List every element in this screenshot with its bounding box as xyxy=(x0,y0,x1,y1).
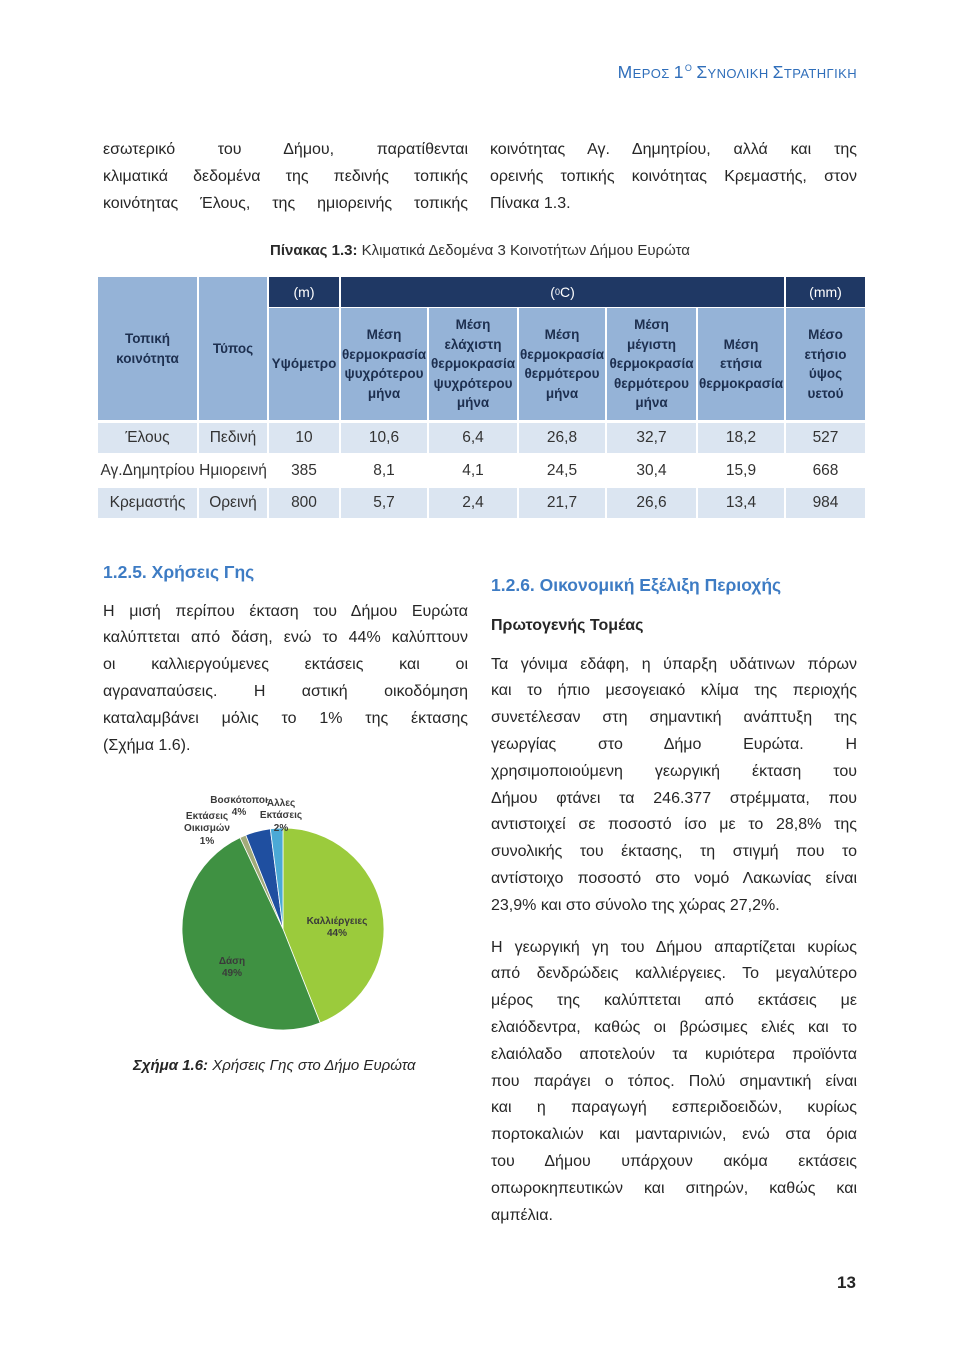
header-line: Μέση xyxy=(455,317,491,333)
table-caption xyxy=(0,241,960,261)
header-word: ΣΤΡΑΤΗΓΙΚΗ xyxy=(772,62,857,82)
pie-label-value: 44% xyxy=(326,928,347,939)
text-line: συνολικής του έκτασης, τη στιγμή που το xyxy=(491,843,857,861)
pie-label-category: Δάση xyxy=(218,955,246,967)
text-line: κλιματικά δεδομένα της πεδινής τοπικής xyxy=(103,167,468,185)
header-line: Τοπική xyxy=(125,331,170,346)
unit-label: (mm) xyxy=(809,284,842,300)
header-word: ΣΥΝΟΛΙΚΗ xyxy=(696,62,769,82)
header-line: Μέση xyxy=(634,317,669,333)
unit-cell-temperature xyxy=(341,277,784,307)
text-line: Η γεωργική γη του Δήμου απαρτίζεται κυρίως xyxy=(491,938,857,956)
text-line: (Σχήμα 1.6). xyxy=(103,736,191,754)
table-cell: 2,4 xyxy=(429,488,517,518)
table-cell: 984 xyxy=(786,488,865,518)
table-cell: 4,1 xyxy=(429,456,517,486)
table-cell: 800 xyxy=(269,488,339,518)
text-line: που παράγει ο τόπος. Πολύ σημαντική είναι xyxy=(491,1072,857,1090)
header-line: μήνα xyxy=(367,385,401,401)
table-cell: 30,4 xyxy=(607,456,696,486)
text-line: και το ήπιο μεσογειακό κλίμα της περιοχής xyxy=(491,682,857,700)
text-line: πορτοκαλιών και μανταρινιών, ενώ στα όρια xyxy=(491,1126,857,1144)
table-header-cell xyxy=(698,308,784,420)
header-line: θερμότερου xyxy=(524,366,600,381)
economy-paragraph-2 xyxy=(491,935,857,1230)
table-caption-label: Πίνακας 1.3: xyxy=(270,242,358,259)
economy-paragraph-1 xyxy=(491,652,857,920)
header-line: θερμότερου xyxy=(613,375,690,391)
pie-label-value: 4% xyxy=(231,807,247,818)
table-cell: 24,5 xyxy=(519,456,605,486)
text-line: χρησιμοποιούμενη γεωργική έκταση του xyxy=(491,762,857,780)
text-line: ορεινής τοπικής κοινότητας Κρεμαστής, στον xyxy=(490,167,857,185)
text-line: Δήμου φτάνει τα 246.377 στρέμματα, που xyxy=(491,789,857,807)
header-line: θερμοκρασία xyxy=(609,356,694,372)
figure-caption xyxy=(133,1055,416,1077)
text-line: αντιστοιχεί σε ποσοστό ίσο με το 28,8% της xyxy=(491,816,857,834)
text-line: Πίνακα 1.3. xyxy=(490,194,571,212)
header-line: Μέση xyxy=(723,336,759,352)
table-caption-text: Κλιματικά Δεδομένα 3 Κοινοτήτων Δήμου Ευρώτα xyxy=(361,242,690,259)
pie-label-category: Άλλες Εκτάσεις xyxy=(259,797,303,821)
header-line: ελάχιστη xyxy=(444,336,502,352)
table-cell: 10 xyxy=(269,423,339,453)
unit-cell-rainfall xyxy=(786,277,865,307)
land-use-paragraph xyxy=(103,599,468,760)
table-header-cell xyxy=(269,308,339,420)
header-line: θερμοκρασία xyxy=(698,375,784,391)
header-line: θερμοκρασία xyxy=(430,356,516,372)
text-line: αγραναπαύσεις. Η αστική οικοδόμηση xyxy=(103,682,468,700)
table-header-cell xyxy=(98,277,197,420)
text-line: 23,9% και στο σύνολο της χώρας 27,2%. xyxy=(491,896,780,914)
pie-data-label xyxy=(307,916,368,941)
text-line: οπωροκηπευτικών και σιτηρών, καθώς και xyxy=(491,1179,857,1197)
pie-label-category: Βοσκότοποι xyxy=(210,794,268,806)
table-cell: 18,2 xyxy=(698,423,784,453)
header-line: μήνα xyxy=(545,385,579,401)
running-header xyxy=(618,57,857,85)
pie-label-value: 1% xyxy=(199,835,215,847)
intro-text-right xyxy=(490,137,857,217)
header-line: Μέσο xyxy=(808,327,843,342)
header-word: ΜΕΡΟΣ xyxy=(617,62,670,82)
text-line: αμπέλια. xyxy=(491,1206,553,1224)
table-cell: 385 xyxy=(269,456,339,486)
figure-caption-label: Σχήμα 1.6: xyxy=(133,1057,209,1074)
subheading-primary-sector: Πρωτογενής Τομέας xyxy=(491,617,644,634)
header-part-number: 1 xyxy=(673,62,684,82)
table-cell: 13,4 xyxy=(698,488,784,518)
text-line: κοινότητας Έλους, της ημιορεινής τοπικής xyxy=(103,194,468,212)
pie-label-value: 49% xyxy=(221,968,243,979)
table-cell: 5,7 xyxy=(341,488,427,518)
header-line: Υψόμετρο xyxy=(271,356,337,372)
table-cell: Πεδινή xyxy=(199,423,267,453)
unit-label: ( xyxy=(550,284,555,300)
header-line: μήνα xyxy=(635,395,668,411)
table-cell: 21,7 xyxy=(519,488,605,518)
header-line: μήνα xyxy=(456,395,490,411)
header-line: Μέση xyxy=(366,327,402,342)
header-line: ετήσιο xyxy=(804,346,847,362)
header-line: ψυχρότερου xyxy=(433,375,513,391)
climate-data-table xyxy=(97,277,866,518)
text-line: και η παραγωγή εσπεριδοειδών, κυρίως xyxy=(491,1099,857,1117)
table-cell: 26,8 xyxy=(519,423,605,453)
text-line: αντίστοιχο ποσοστό στο νομό Λακωνίας είναι xyxy=(491,869,857,887)
text-line: μέρος της καλύπτεται από εκτάσεις με xyxy=(491,992,857,1010)
header-line: θερμοκρασία xyxy=(341,346,427,362)
header-line: ύψος xyxy=(808,366,843,381)
table-cell: 15,9 xyxy=(698,456,784,486)
table-cell: 26,6 xyxy=(607,488,696,518)
text-line: κοινότητας Αγ. Δημητρίου, αλλά και της xyxy=(490,141,857,158)
text-line: γεωργίας στο Δήμο Ευρώτα. Η xyxy=(491,735,857,753)
table-cell: 668 xyxy=(786,456,865,486)
table-header-cell xyxy=(519,308,605,420)
page-number: 13 xyxy=(837,1273,856,1292)
table-header-cell xyxy=(429,308,517,420)
text-line: ελαιόδεντρα, καθώς οι βρώσιμες ελιές και το xyxy=(491,1018,857,1036)
text-line: οι καλλιεργούμενες εκτάσεις και οι xyxy=(103,656,468,674)
table-cell: Ορεινή xyxy=(199,488,267,518)
table-cell: 527 xyxy=(786,423,865,453)
table-cell: Κρεμαστής xyxy=(98,488,197,518)
header-line: Τύπος xyxy=(212,340,254,356)
text-line: του Δήμου υπάρχουν ακόμα εκτάσεις xyxy=(491,1152,857,1170)
unit-label: (m) xyxy=(293,284,315,300)
pie-label-category: Καλλιέργειες xyxy=(306,915,368,927)
text-line: Η μισή περίπου έκταση του Δήμου Ευρώτα xyxy=(103,602,468,620)
land-use-pie-chart xyxy=(160,780,450,1060)
text-line: εσωτερικό του Δήμου, παρατίθενται xyxy=(103,141,468,158)
text-line: καλύπτεται από δάση, ενώ το 44% καλύπτουν xyxy=(103,629,468,647)
table-cell: 10,6 xyxy=(341,423,427,453)
table-cell: 32,7 xyxy=(607,423,696,453)
header-line: ψυχρότερου xyxy=(344,366,424,381)
unit-cell-altitude xyxy=(269,277,339,307)
pie-data-label xyxy=(260,798,302,836)
pie-label-category: Εκτάσεις Οικισμών xyxy=(184,810,230,834)
figure-caption-text: Χρήσεις Γης στο Δήμο Ευρώτα xyxy=(212,1057,416,1074)
unit-superscript: 0 xyxy=(554,287,560,297)
pie-data-label xyxy=(219,956,245,981)
table-cell: Αγ.Δημητρίου xyxy=(98,456,197,486)
pie-label-value: 2% xyxy=(273,822,289,834)
section-heading-land-use: 1.2.5. Χρήσεις Γης xyxy=(103,562,255,582)
table-header-cell xyxy=(199,277,267,420)
intro-text-left xyxy=(103,137,468,217)
section-heading-economy: 1.2.6. Οικονομική Εξέλιξη Περιοχής xyxy=(491,575,782,595)
table-cell: Έλους xyxy=(98,423,197,453)
header-line: θερμοκρασία xyxy=(519,346,605,362)
table-header-cell xyxy=(786,308,865,420)
table-cell: 6,4 xyxy=(429,423,517,453)
header-ordinal: Ο xyxy=(684,63,693,73)
header-line: κοινότητα xyxy=(116,350,179,366)
table-cell: Ημιορεινή xyxy=(199,456,267,486)
table-header-cell xyxy=(341,308,427,420)
table-header-cell xyxy=(607,308,696,420)
text-line: από δενδρώδεις καλλιέργειες. Το μεγαλύτερο xyxy=(491,965,857,983)
text-line: ελαιόλαδο αποτελούν τα κυριότερα προϊόντα xyxy=(491,1045,857,1063)
header-line: ετήσια xyxy=(720,356,762,372)
table-cell: 8,1 xyxy=(341,456,427,486)
unit-label: C) xyxy=(559,284,575,300)
header-line: υετού xyxy=(807,385,844,401)
text-line: καταλαμβάνει μόλις το 1% της έκτασης xyxy=(103,709,468,727)
header-line: Μέση xyxy=(544,327,580,342)
text-line: Τα γόνιμα εδάφη, η ύπαρξη υδάτινων πόρων xyxy=(491,655,857,673)
header-line: μέγιστη xyxy=(626,336,677,352)
text-line: συνετέλεσαν στη σημαντική ανάπτυξη της xyxy=(491,709,857,727)
